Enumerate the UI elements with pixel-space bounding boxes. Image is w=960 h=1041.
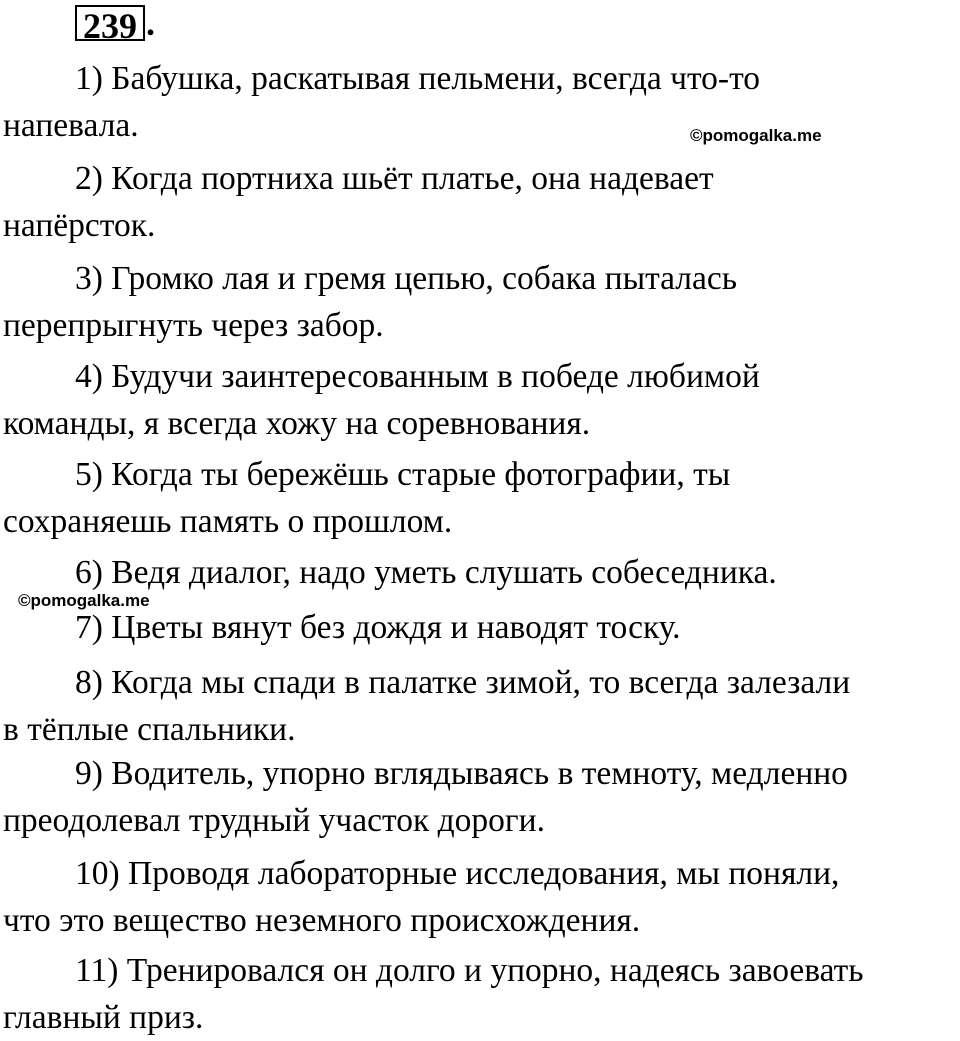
task-number xyxy=(75,3,155,46)
sentence-line: 10) Проводя лабораторные исследования, мы поняли, xyxy=(75,855,840,892)
sentence-line: команды, я всегда хожу на соревнования. xyxy=(3,405,591,442)
task-number-dot: . xyxy=(146,3,155,43)
sentence-item-7 xyxy=(3,604,958,651)
sentence-line: 4) Будучи заинтересованным в победе любимой xyxy=(75,358,760,395)
sentence-line: в тёплые спальники. xyxy=(3,711,296,748)
sentence-item-10 xyxy=(3,850,958,944)
sentence-line: 11) Тренировался он долго и упорно, надеясь завоевать xyxy=(75,952,864,989)
sentence-line: напевала. xyxy=(3,107,139,144)
sentence-item-1 xyxy=(3,55,958,149)
sentence-line: напёрсток. xyxy=(3,207,156,244)
sentence-line: преодолевал трудный участок дороги. xyxy=(3,802,545,839)
sentence-line: 2) Когда портниха шьёт платье, она надевает xyxy=(75,160,714,197)
sentence-line: что это вещество неземного происхождения. xyxy=(3,902,641,939)
sentence-line: перепрыгнуть через забор. xyxy=(3,307,384,344)
sentence-line: 7) Цветы вянут без дождя и наводят тоску. xyxy=(75,609,681,646)
sentence-line: 9) Водитель, упорно вглядываясь в темноту, медленно xyxy=(75,755,848,792)
sentence-line: 5) Когда ты бережёшь старые фотографии, ты xyxy=(75,456,731,493)
sentence-item-9 xyxy=(3,750,958,844)
task-number-box: 239 xyxy=(75,5,145,41)
sentence-line: главный приз. xyxy=(3,999,204,1036)
watermark: ©pomogalka.me xyxy=(690,126,822,145)
sentence-item-5 xyxy=(3,451,958,545)
sentence-line: сохраняешь память о прошлом. xyxy=(3,503,453,540)
sentence-line: 1) Бабушка, раскатывая пельмени, всегда что-то xyxy=(75,60,761,97)
sentence-item-8 xyxy=(3,659,958,753)
watermark: ©pomogalka.me xyxy=(18,591,150,610)
sentence-item-6 xyxy=(3,549,958,596)
sentence-item-2 xyxy=(3,155,958,249)
sentence-item-11 xyxy=(3,947,958,1041)
sentence-line: 3) Громко лая и гремя цепью, собака пыталась xyxy=(75,260,738,297)
sentence-item-4 xyxy=(3,353,958,447)
sentence-line: 8) Когда мы спади в палатке зимой, то всегда залезали xyxy=(75,664,851,701)
sentence-item-3 xyxy=(3,255,958,349)
sentence-line: 6) Ведя диалог, надо уметь слушать собеседника. xyxy=(75,554,777,591)
